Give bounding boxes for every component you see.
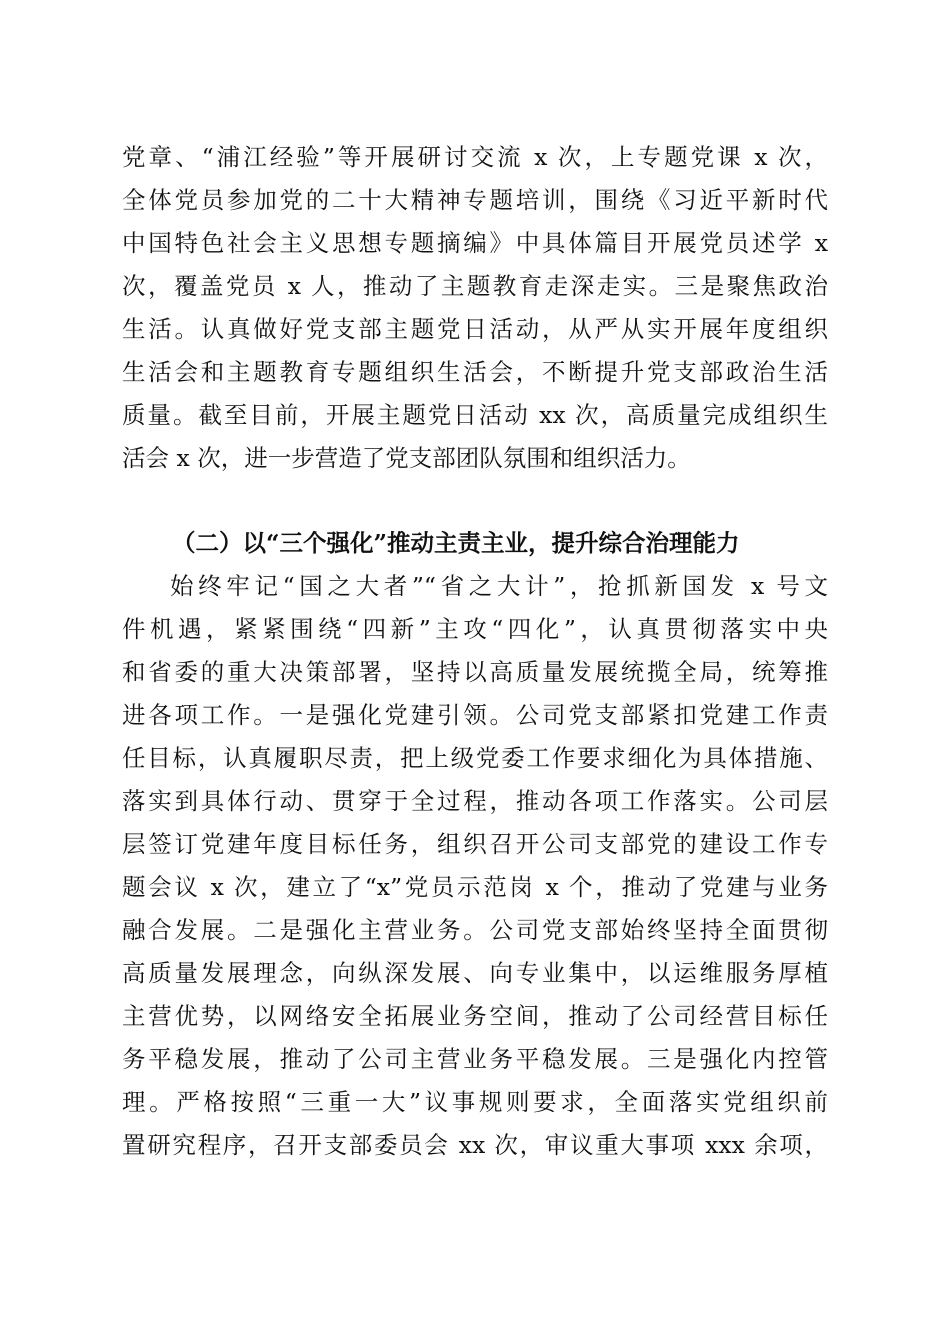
paragraph-line: 中国特色社会主义思想专题摘编》中具体篇目开展党员述学 x: [122, 229, 828, 257]
paragraph-line: 务平稳发展，推动了公司主营业务平稳发展。三是强化内控管: [122, 1045, 828, 1073]
paragraph-line: 主营优势，以网络安全拓展业务空间，推动了公司经营目标任: [122, 1002, 828, 1030]
paragraph-line: 高质量发展理念，向纵深发展、向专业集中，以运维服务厚植: [122, 959, 828, 987]
paragraph-line: 题会议 x 次，建立了“x”党员示范岗 x 个，推动了党建与业务: [122, 873, 828, 901]
paragraph-line: 和省委的重大决策部署，坚持以高质量发展统揽全局，统筹推: [122, 658, 828, 686]
paragraph-line: 置研究程序，召开支部委员会 xx 次，审议重大事项 xxx 余项，: [122, 1131, 828, 1159]
paragraph-line: 全体党员参加党的二十大精神专题培训，围绕《习近平新时代: [122, 186, 828, 214]
paragraph-line: 进各项工作。一是强化党建引领。公司党支部紧扣党建工作责: [122, 701, 828, 729]
paragraph-line: 落实到具体行动、贯穿于全过程，推动各项工作落实。公司层: [122, 787, 828, 815]
paragraph-line: 层签订党建年度目标任务，组织召开公司支部党的建设工作专: [122, 830, 828, 858]
section-heading: （二）以“三个强化”推动主责主业，提升综合治理能力: [172, 529, 740, 557]
paragraph-line: 始终牢记“国之大者”“省之大计”，抢抓新国发 x 号文: [170, 572, 828, 600]
paragraph-line: 生活会和主题教育专题组织生活会，不断提升党支部政治生活: [122, 358, 828, 386]
paragraph-line: 任目标，认真履职尽责，把上级党委工作要求细化为具体措施、: [122, 744, 828, 772]
paragraph-line: 党章、“浦江经验”等开展研讨交流 x 次，上专题党课 x 次，: [122, 143, 828, 171]
paragraph-line: 质量。截至目前，开展主题党日活动 xx 次，高质量完成组织生: [122, 401, 828, 429]
paragraph-line: 次，覆盖党员 x 人，推动了主题教育走深走实。三是聚焦政治: [122, 272, 828, 300]
paragraph-line: 融合发展。二是强化主营业务。公司党支部始终坚持全面贯彻: [122, 916, 828, 944]
paragraph-line: 理。严格按照“三重一大”议事规则要求，全面落实党组织前: [122, 1088, 828, 1116]
paragraph-line: 生活。认真做好党支部主题党日活动，从严从实开展年度组织: [122, 315, 828, 343]
paragraph-line: 活会 x 次，进一步营造了党支部团队氛围和组织活力。: [122, 444, 691, 472]
paragraph-line: 件机遇，紧紧围绕“四新”主攻“四化”，认真贯彻落实中央: [122, 615, 828, 643]
